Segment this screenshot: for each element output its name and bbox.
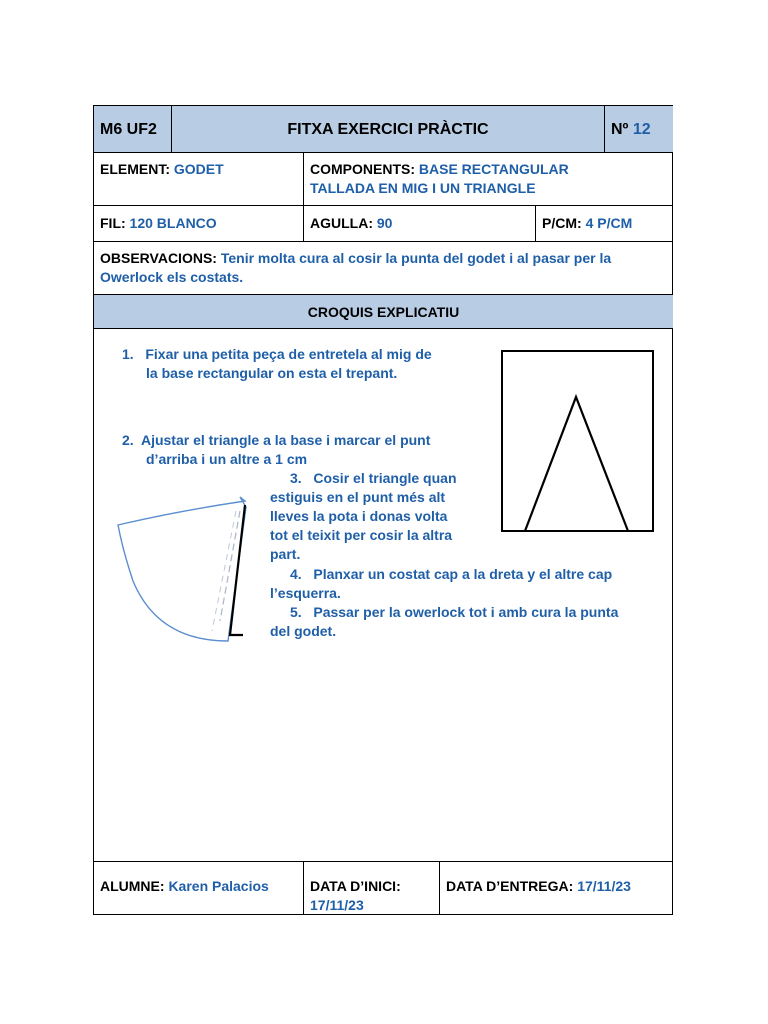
step-number: 1.: [122, 346, 134, 362]
data-inici-cell: [304, 862, 440, 914]
step-text: Cosir el triangle quan: [313, 470, 457, 486]
step-text: l’esquerra.: [270, 585, 341, 601]
number-cell: [605, 106, 673, 153]
step-text: lleves la pota i donas volta: [270, 508, 448, 524]
step-text: del godet.: [270, 623, 337, 639]
step-2: [122, 431, 482, 469]
step-text: tot el teixit per cosir la altra: [270, 527, 453, 543]
step-3: [270, 469, 510, 564]
title-cell: [172, 106, 605, 153]
data-inici-value: 17/11/23: [310, 897, 364, 913]
pcm-value: 4 P/CM: [585, 215, 633, 231]
step-text: Passar per la owerlock tot i amb cura la punta: [313, 604, 619, 620]
components-label: COMPONENTS:: [310, 161, 415, 177]
agulla-cell: [304, 206, 536, 242]
alumne-value: Karen Palacios: [168, 878, 269, 894]
alumne-label: ALUMNE:: [100, 878, 165, 894]
observacions-cell: [94, 242, 673, 295]
step-5: [270, 603, 670, 641]
step-number: 4.: [290, 566, 302, 582]
observacions-label: OBSERVACIONS:: [100, 250, 217, 266]
number-value: 12: [632, 121, 651, 138]
fil-cell: [94, 206, 304, 242]
croquis-title: CROQUIS EXPLICATIU: [307, 304, 460, 320]
step-text: estiguis en el punt més alt: [270, 489, 446, 505]
data-inici-label: DATA D’INICI:: [310, 878, 401, 894]
agulla-label: AGULLA:: [310, 215, 373, 231]
components-value-line2: TALLADA EN MIG I UN TRIANGLE: [310, 180, 536, 196]
croquis-header-cell: [94, 295, 673, 329]
element-value: GODET: [173, 161, 224, 177]
step-text: part.: [270, 546, 301, 562]
alumne-cell: [94, 862, 304, 914]
step-4: [270, 565, 670, 603]
step-text: d’arriba i un altre a 1 cm: [146, 451, 308, 467]
data-entrega-label: DATA D’ENTREGA:: [446, 878, 574, 894]
data-entrega-cell: [440, 862, 673, 914]
step-number: 5.: [290, 604, 302, 620]
components-cell: [304, 153, 673, 206]
step-number: 2.: [122, 432, 134, 448]
fil-value: 120 BLANCO: [129, 215, 217, 231]
step-number: 3.: [290, 470, 302, 486]
pcm-cell: [536, 206, 673, 242]
godet-sketch-drawing: [108, 471, 258, 651]
step-1: [122, 345, 472, 383]
fil-label: FIL:: [100, 215, 126, 231]
step-text: Planxar un costat cap a la dreta y el altre cap: [313, 566, 613, 582]
exercise-sheet: [93, 105, 673, 915]
step-text: Ajustar el triangle a la base i marcar el punt: [140, 432, 431, 448]
module-cell: [94, 106, 172, 153]
base-triangle-diagram: [501, 350, 655, 534]
step-text: la base rectangular on esta el trepant.: [146, 365, 398, 381]
data-entrega-value: 17/11/23: [577, 878, 631, 894]
number-label: Nº: [611, 121, 629, 138]
agulla-value: 90: [376, 215, 393, 231]
croquis-body: [94, 329, 673, 862]
element-cell: [94, 153, 304, 206]
page-title: FITXA EXERCICI PRÀCTIC: [287, 121, 489, 138]
step-text: Fixar una petita peça de entretela al mig de: [145, 346, 432, 362]
element-label: ELEMENT:: [100, 161, 170, 177]
module-label: M6 UF2: [100, 121, 157, 138]
pcm-label: P/CM:: [542, 215, 582, 231]
observacions-text: Tenir molta cura al cosir la punta del godet i al pasar per la Owerlock els costats.: [100, 250, 612, 285]
components-value-line1: BASE RECTANGULAR: [418, 161, 569, 177]
